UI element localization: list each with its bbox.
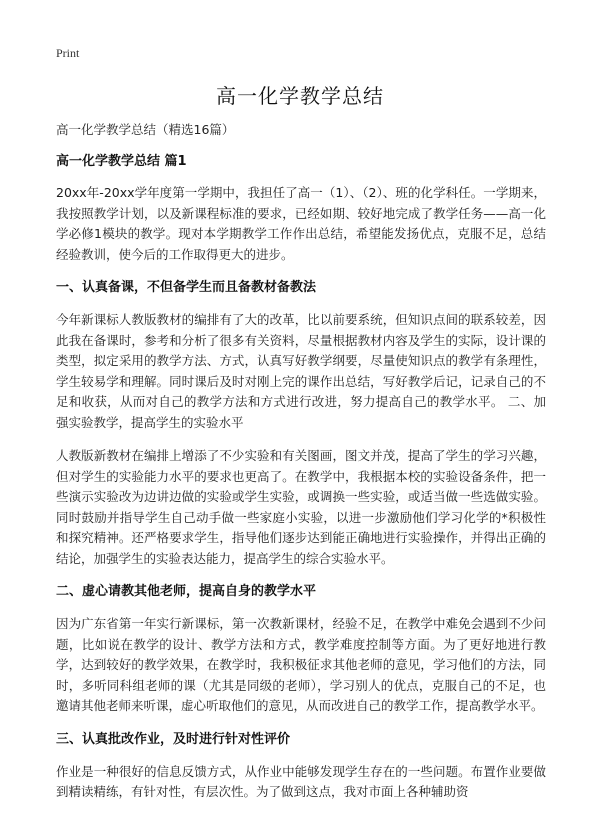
paragraph-2: 人教版新教材在编排上增添了不少实验和有关图画，图文并茂，提高了学生的学习兴趣，但对学生的实验能力水平的要求也更高了。在教学中，我根据本校的实验设备条件，把一些演示实验改为边讲边做的实验或学生实验，或调换一些实验，或适当做一些选做实验。同时鼓励并指导学生自己动手做一些家庭小实验，以进一步激励他们学习化学的*积极性和探究精神。还严格要求学生，指导他们逐步达到能正确地进行实验操作，并得出正确的结论，加强学生的实验表达能力，提高学生的综合实验水平。: [56, 448, 546, 566]
document-body: [56, 120, 546, 803]
print-label: Print: [56, 46, 80, 60]
heading-1: 一、认真备课，不但备学生而且备教材备教法: [56, 280, 317, 295]
heading-3: 三、认真批改作业，及时进行针对性评价: [56, 731, 291, 747]
paragraph-3: 因为广东省第一年实行新课标，第一次教新课材，经验不足，在教学中难免会遇到不少问题，比如说在教学的设计、教学方法和方式，教学难度控制等方面。为了更好地进行教学，达到较好的教学效果，在教学时，我积极征求其他老师的意见，学习他们的方法，同时，多听同科组老师的课（尤其是同级的老师），学习别人的优点，克服自己的不足，也邀请其他老师来听课，虚心听取他们的意见，从而改进自己的教学工作，提高教学水平。: [56, 616, 546, 713]
paragraph-1: 今年新课标人教版教材的编排有了大的改革，比以前要系统，但知识点间的联系较差，因此我在备课时，参考和分析了很多有关资料，尽量根据教材内容及学生的实际，设计课的类型，拟定采用的教学方法、方式，认真写好教学纲要，尽量使知识点的教学有条理性，学生较易学和理解。同时课后及时对刚上完的课作出总结，写好教学后记，记录自己的不足和收获，从而对自己的教学方法和方式进行改进，努力提高自己的教学水平。 二、加强实验教学，提高学生的实验水平: [56, 312, 546, 430]
document-subtitle: 高一化学教学总结（精选16篇）: [56, 122, 235, 137]
heading-2: 二、虚心请教其他老师，提高自身的教学水平: [56, 584, 317, 599]
page-title: 高一化学教学总结: [216, 84, 384, 108]
section-title: 高一化学教学总结 篇1: [56, 154, 187, 169]
paragraph-4: 作业是一种很好的信息反馈方式，从作业中能够发现学生存在的一些问题。布置作业要做到精读精练，有针对性，有层次性。为了做到这点，我对市面上各种辅助资: [56, 763, 546, 799]
intro-paragraph: 20xx年-20xx学年度第一学期中，我担任了高一（1）、（2）、班的化学科任。一学期来，我按照教学计划，以及新课程标准的要求，已经如期、较好地完成了教学任务——高一化学必修1模块的教学。现对本学期教学工作作出总结，希望能发扬优点，克服不足，总结经验教训，使今后的工作取得更大的进步。: [56, 185, 546, 262]
